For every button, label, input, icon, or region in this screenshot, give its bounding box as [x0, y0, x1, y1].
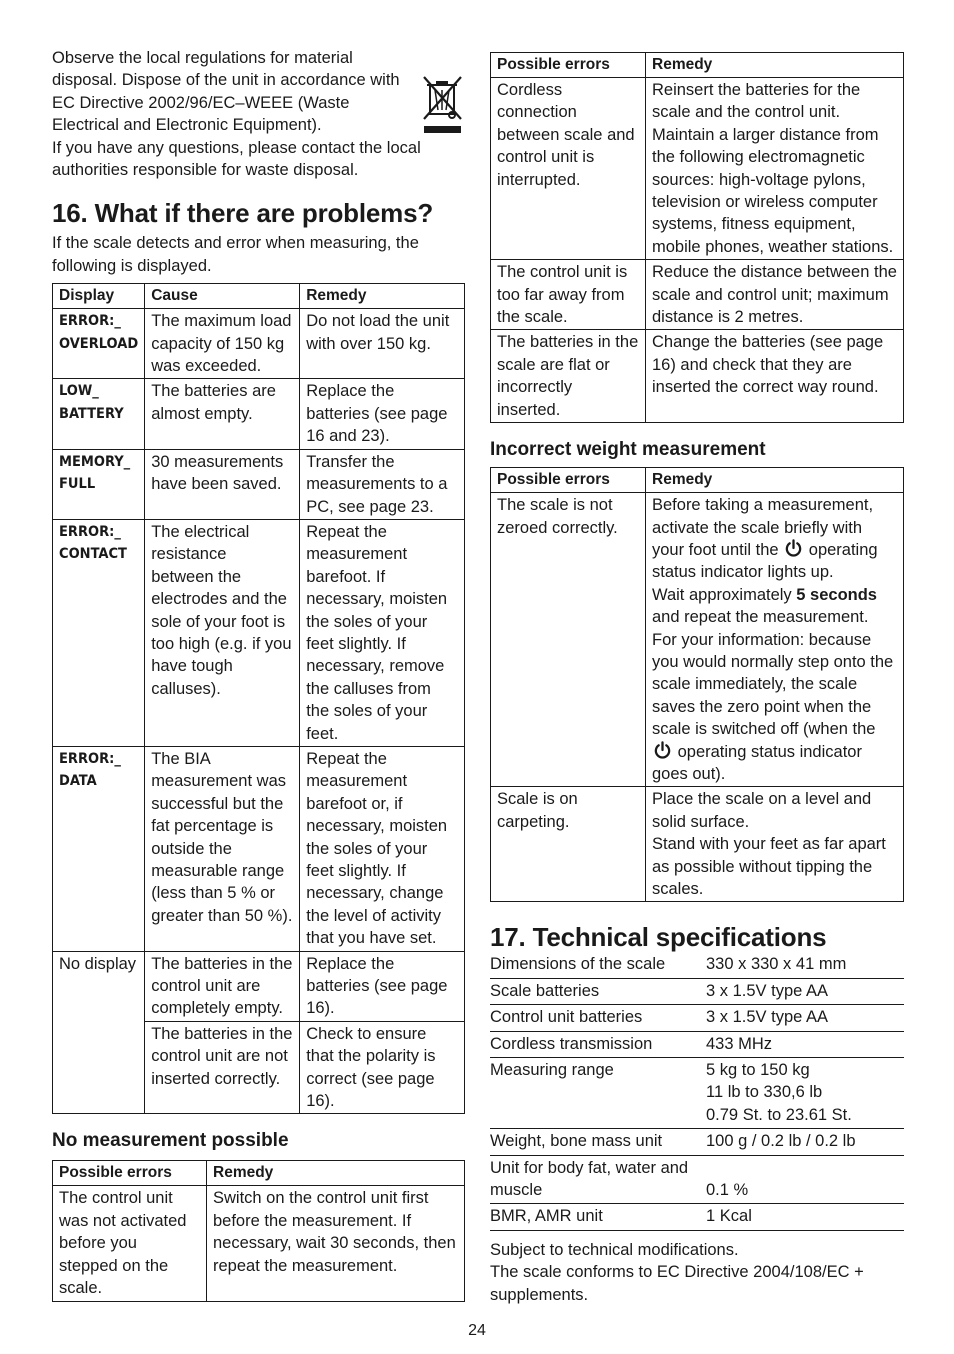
- table-row: [53, 1186, 465, 1301]
- problems-title: 16. What if there are problems?: [52, 198, 434, 229]
- spec-label: Unit for body fat, water and muscle: [490, 1158, 689, 1200]
- remedy-text: Before taking a measurement, activate the scale briefly with your foot until the: [652, 496, 874, 559]
- disposal-section: [52, 47, 465, 181]
- spec-value: 100 g / 0.2 lb / 0.2 lb: [706, 1132, 856, 1151]
- table-row: [53, 449, 465, 519]
- remedy-cell: Repeat the measurement barefoot or, if necessary, moisten the soles of your feet slightly. If necessary, change the level of activity that you have set.: [300, 746, 465, 951]
- display-code: LOW_ BATTERY: [53, 379, 145, 449]
- table-header-row: [491, 468, 904, 493]
- error-display-table: [52, 283, 465, 1114]
- right-column: [490, 52, 904, 1306]
- table-row: [53, 746, 465, 951]
- table-row: [53, 309, 465, 379]
- table-row: [491, 493, 904, 787]
- remedy-cell: Switch on the control unit first before the measurement. If necessary, wait 30 seconds, then repeat the measurement.: [207, 1186, 465, 1301]
- spec-value: 3 x 1.5V type AA: [706, 1008, 828, 1027]
- cause-cell: The maximum load capacity of 150 kg was exceeded.: [145, 309, 300, 379]
- cordless-errors-table: [490, 52, 904, 423]
- error-cell: The batteries in the scale are flat or incorrectly inserted.: [491, 330, 646, 423]
- questions-text: If you have any questions, please contact the local authorities responsible for waste disposal.: [52, 138, 421, 180]
- spec-value: 1 Kcal: [706, 1207, 752, 1226]
- page-number: 24: [468, 1322, 486, 1339]
- remedy-cell: Check to ensure that the polarity is correct (see page 16).: [300, 1021, 465, 1114]
- incorrect-weight-title: Incorrect weight measurement: [490, 439, 766, 461]
- spec-value: 0.1 %: [706, 1181, 749, 1200]
- spec-value: 3 x 1.5V type AA: [706, 981, 828, 1000]
- remedy-text: Place the scale on a level and solid surface.: [652, 790, 872, 831]
- power-icon: [653, 741, 672, 760]
- specs-title: 17. Technical specifications: [490, 922, 827, 953]
- remedy-cell: Do not load the unit with over 150 kg.: [300, 309, 465, 379]
- spec-label: BMR, AMR unit: [490, 1207, 603, 1226]
- cause-cell: The electrical resistance between the electrodes and the sole of your foot is too high (e.g. if you have tough calluses).: [145, 519, 300, 746]
- directive-note: The scale conforms to EC Directive 2004/108/EC + supplements.: [490, 1263, 864, 1304]
- spec-row: [490, 1032, 904, 1058]
- spec-label: Scale batteries: [490, 981, 600, 1000]
- remedy-text: For your information: because you would normally step onto the scale immediately, the scale saves the zero point when the scale is switched off (when the: [652, 630, 894, 739]
- remedy-cell: Change the batteries (see page 16) and check that they are inserted the correct way round.: [646, 330, 904, 423]
- cause-cell: The BIA measurement was successful but the fat percentage is outside the measurable range (less than 5 % or greater than 50 %).: [145, 746, 300, 951]
- error-cell: The scale is not zeroed correctly.: [491, 493, 646, 787]
- error-cell: The control unit was not activated before you stepped on the scale.: [53, 1186, 207, 1301]
- error-cell: The control unit is too far away from the scale.: [491, 260, 646, 330]
- no-measurement-title: No measurement possible: [52, 1130, 289, 1152]
- error-cell: Scale is on carpeting.: [491, 787, 646, 902]
- remedy-cell: Transfer the measurements to a PC, see page 23.: [300, 449, 465, 519]
- spec-value: 5 kg to 150 kg 11 lb to 330,6 lb 0.79 St. to 23.61 St.: [706, 1061, 852, 1124]
- header-cause: Cause: [145, 284, 300, 309]
- remedy-cell: Repeat the measurement barefoot. If necessary, moisten the soles of your feet slightly. If necessary, remove the calluses from the soles of your feet.: [300, 519, 465, 746]
- header-remedy: Remedy: [207, 1161, 465, 1186]
- remedy-text: Wait approximately: [652, 585, 792, 604]
- remedy-text: Stand with your feet as far apart as possible without tipping the scales.: [652, 835, 886, 898]
- emphasis-text: 5 seconds: [796, 585, 877, 604]
- spec-row: [490, 979, 904, 1005]
- display-code: MEMORY_ FULL: [53, 449, 145, 519]
- table-row: [53, 519, 465, 746]
- cause-cell: 30 measurements have been saved.: [145, 449, 300, 519]
- cause-cell: The batteries are almost empty.: [145, 379, 300, 449]
- spec-row: [490, 1156, 904, 1205]
- spec-value: 330 x 330 x 41 mm: [706, 955, 847, 974]
- modifications-note: Subject to technical modifications.: [490, 1240, 739, 1259]
- remedy-cell: Replace the batteries (see page 16 and 23).: [300, 379, 465, 449]
- remedy-text: and repeat the measurement.: [652, 608, 869, 627]
- display-code: No display: [53, 951, 145, 1114]
- spec-label: Control unit batteries: [490, 1008, 643, 1027]
- spec-row: [490, 952, 904, 978]
- spec-label: Measuring range: [490, 1061, 614, 1080]
- remedy-cell: [646, 493, 904, 787]
- incorrect-weight-table: [490, 467, 904, 902]
- header-remedy: Remedy: [300, 284, 465, 309]
- header-possible-errors: Possible errors: [53, 1161, 207, 1186]
- header-remedy: Remedy: [646, 468, 904, 493]
- table-row: [491, 260, 904, 330]
- specs-list: [490, 952, 904, 1230]
- spec-label: Dimensions of the scale: [490, 955, 666, 974]
- table-header-row: [491, 53, 904, 78]
- remedy-cell: Reduce the distance between the scale and control unit; maximum distance is 2 metres.: [646, 260, 904, 330]
- table-row: [491, 78, 904, 260]
- power-icon: [784, 539, 803, 558]
- table-row: [491, 330, 904, 423]
- table-header-row: [53, 284, 465, 309]
- display-code: ERROR:_ DATA: [53, 746, 145, 951]
- cause-cell: The batteries in the control unit are not inserted correctly.: [145, 1021, 300, 1114]
- error-cell: Cordless connection between scale and control unit is interrupted.: [491, 78, 646, 260]
- remedy-text: operating status indicator goes out).: [652, 742, 862, 783]
- left-column: [52, 47, 465, 1302]
- header-possible-errors: Possible errors: [491, 53, 646, 78]
- spec-row: [490, 1204, 904, 1230]
- disposal-text: Observe the local regulations for material disposal. Dispose of the unit in accordance with EC Directive 2002/96/EC–WEEE (Waste Electrical and Electronic Equipment).: [52, 49, 400, 135]
- header-remedy: Remedy: [646, 53, 904, 78]
- spec-label: Weight, bone mass unit: [490, 1132, 663, 1151]
- problems-intro: If the scale detects and error when measuring, the following is displayed.: [52, 234, 419, 275]
- remedy-cell: [646, 787, 904, 902]
- remedy-cell: Reinsert the batteries for the scale and the control unit. Maintain a larger distance from the following electromagnetic sources: high-voltage pylons, television or wireless computer systems, fitness equipment, mobile phones, weather stations.: [646, 78, 904, 260]
- remedy-cell: Replace the batteries (see page 16).: [300, 951, 465, 1021]
- table-header-row: [53, 1161, 465, 1186]
- cause-cell: The batteries in the control unit are completely empty.: [145, 951, 300, 1021]
- spec-label: Cordless transmission: [490, 1034, 653, 1053]
- header-possible-errors: Possible errors: [491, 468, 646, 493]
- spec-value: 433 MHz: [706, 1034, 773, 1053]
- header-display: Display: [53, 284, 145, 309]
- display-code: ERROR:_ CONTACT: [53, 519, 145, 746]
- table-row: [491, 787, 904, 902]
- table-row: [53, 379, 465, 449]
- crossed-out-wheelie-bin-icon: [421, 73, 465, 135]
- spec-row: [490, 1005, 904, 1031]
- table-row: [53, 951, 465, 1021]
- display-code: ERROR:_ OVERLOAD: [53, 309, 145, 379]
- spec-row: [490, 1058, 904, 1129]
- remedy-text: operating status indicator lights up.: [652, 540, 878, 582]
- spec-row: [490, 1129, 904, 1155]
- no-measurement-table: [52, 1160, 465, 1301]
